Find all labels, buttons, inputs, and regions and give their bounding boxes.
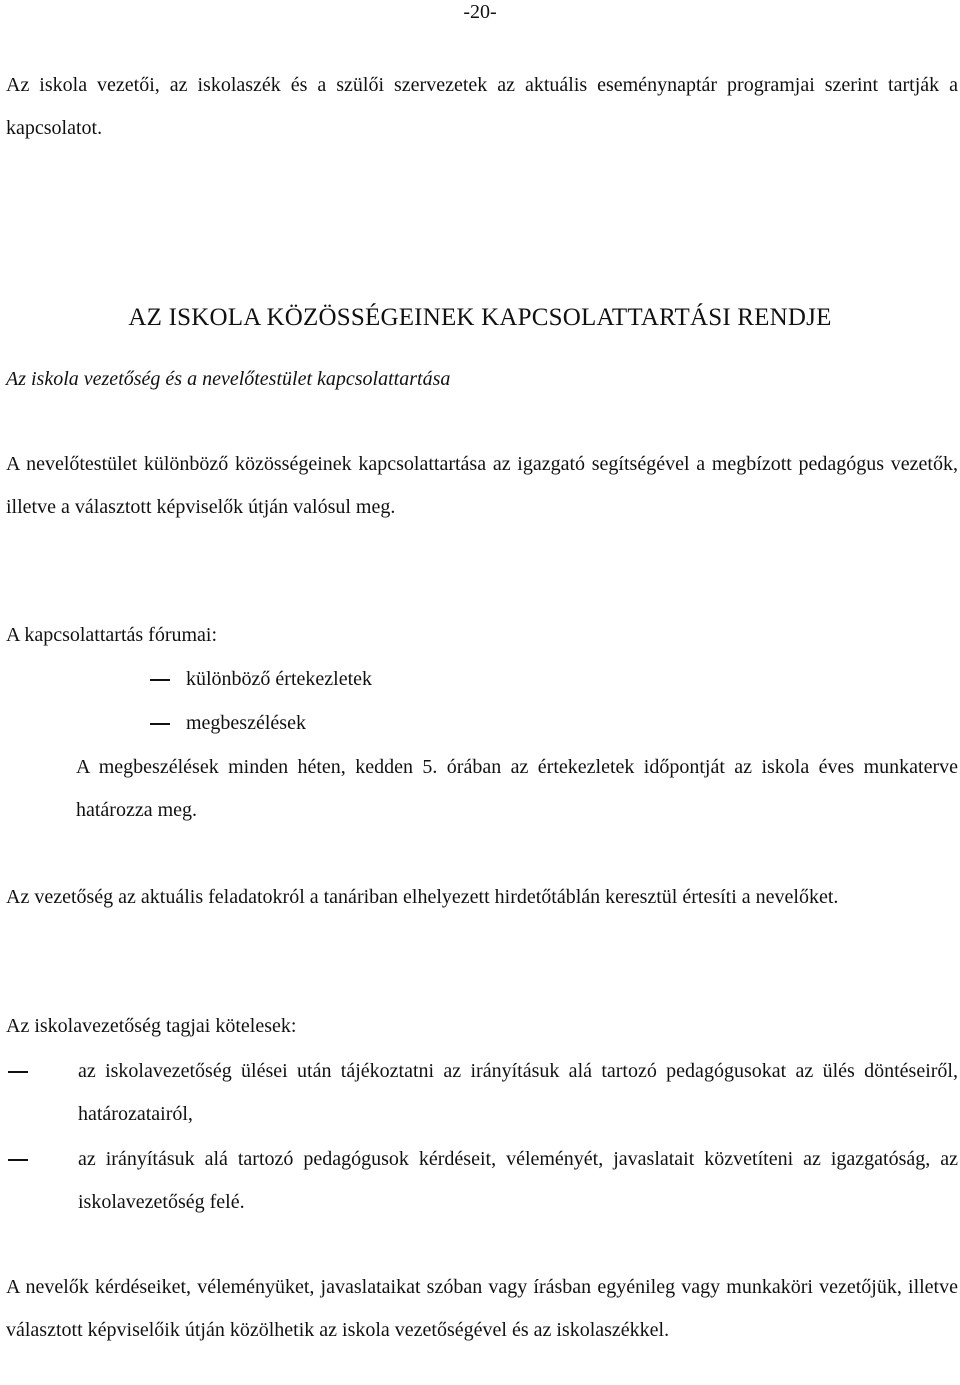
vezetoseg-paragraph: Az vezetőség az aktuális feladatokról a tanáriban elhelyezett hirdetőtáblán keresztül értesíti a nevelőket. [6,886,839,908]
dash-bullet [8,1159,28,1161]
forums-note: A megbeszélések minden héten, kedden 5. órában az értekezletek időpontját az iskola éves munkaterve határozza meg. [76,756,958,821]
dash-bullet [150,679,170,681]
intro-paragraph: Az iskola vezetői, az iskolaszék és a szülői szervezetek az aktuális eseménynaptár programjai szerint tartják a kapcsolatot. [6,74,958,139]
dash-bullet [8,1071,28,1073]
duties-heading: Az iskolavezetőség tagjai kötelesek: [6,1015,297,1037]
forum-item: különböző értekezletek [186,668,373,690]
forums-heading: A kapcsolattartás fórumai: [6,624,218,646]
section-subtitle: Az iskola vezetőség és a nevelőtestület kapcsolattartása [6,368,451,390]
dash-bullet [150,723,170,725]
duty-item: az irányításuk alá tartozó pedagógusok kérdéseit, véleményét, javaslatait közvetíteni az igazgatóság, az iskolavezetőség felé. [78,1148,958,1213]
page-number: -20- [463,1,497,23]
duty-item: az iskolavezetőség ülései után tájékoztatni az irányításuk alá tartozó pedagógusokat az ülés döntéseiről, határozatairól, [78,1060,958,1125]
nevelotestulet-paragraph: A nevelőtestület különböző közösségeinek kapcsolattartása az igazgató segítségével a megbízott pedagógus vezetők, illetve a választott képviselők útján valósul meg. [6,453,958,518]
section-title: AZ ISKOLA KÖZÖSSÉGEINEK KAPCSOLATTARTÁSI RENDJE [128,304,832,331]
forum-item: megbeszélések [186,712,306,734]
nevelok-paragraph: A nevelők kérdéseiket, véleményüket, javaslataikat szóban vagy írásban egyénileg vagy munkaköri vezetőjük, illetve választott képviselőik útján közölhetik az iskola vezetőségével és az iskolaszékkel. [6,1276,958,1341]
